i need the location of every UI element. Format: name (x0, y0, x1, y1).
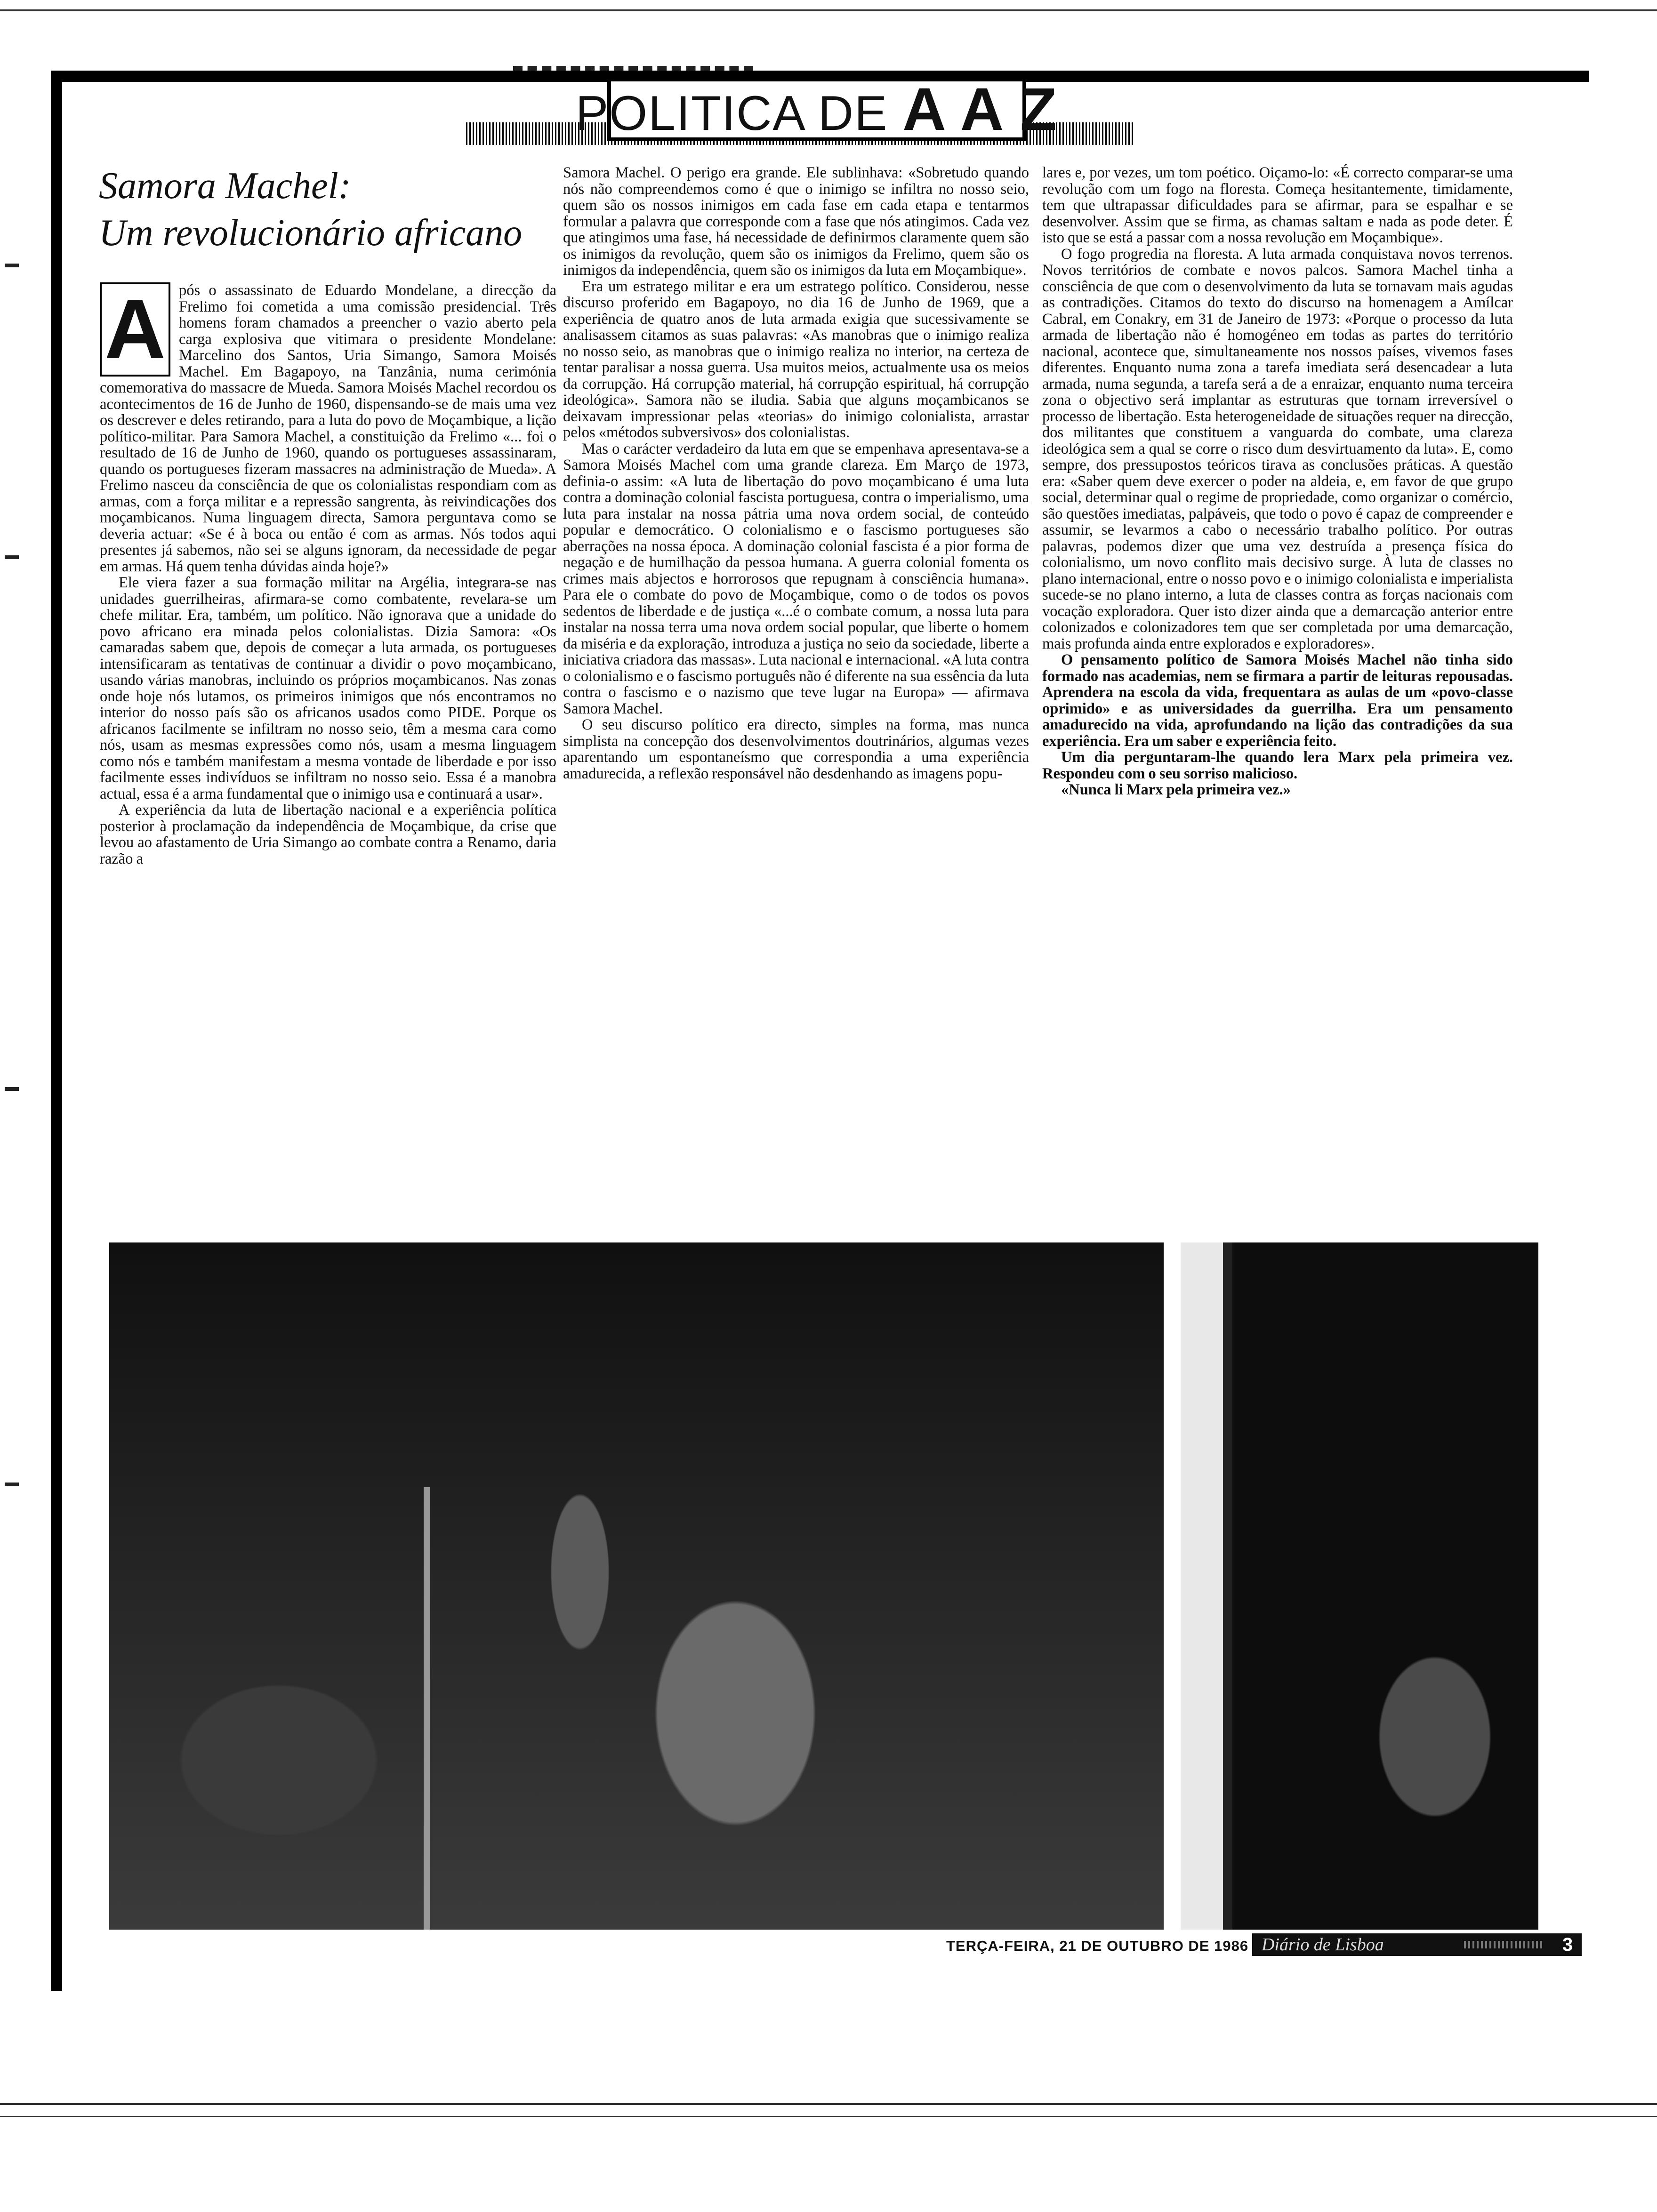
footer-masthead: Diário de Lisboa (1262, 1935, 1384, 1955)
paragraph: Mas o carácter verdadeiro da luta em que se empenhava apresentava-se a Samora Moisés Machel com uma grande clareza. Em Março de 1973, definia-o assim: «A luta de libertação do povo moçambicano é uma luta contra a dominação colonial fascista portuguesa, contra o imperialismo, uma luta para instalar na nossa pátria uma nova ordem social, de conteúdo popular e democrático. O colonialismo e o fascismo portugueses são aberrações na nossa época. A dominação colonial fascista é a pior forma de negação e de humilhação da pessoa humana. A guerra colonial fomenta os crimes mais abjectos e horrorosos que repugnam à consciência humana». Para ele o combate do povo de Moçambique, como o de todos os povos sedentos de liberdade e de justiça «...é o combate comum, a nossa luta para instalar na nossa terra uma nova ordem social popular, que liberte o homem da miséria e da exploração, introduza a justiça no seio da sociedade, liberte a iniciativa criadora das massas». Luta nacional e internacional. «A luta contra o colonialismo e o fascismo português não é diferente na sua essência da luta contra o fascismo e o nazismo que teve lugar na Europa» — afirmava Samora Machel. (563, 440, 1029, 717)
paragraph: O seu discurso político era directo, simples na forma, mas nunca simplista na concepção dos desenvolvimentos doutrinários, algumas vezes aparentando um espontaneísmo que correspondia a uma experiência amadurecida, a reflexão responsável não desdenhando as imagens popu- (563, 716, 1029, 782)
article-column-2 (563, 165, 1029, 782)
paragraph: Um dia perguntaram-lhe quando lera Marx pela primeira vez. Respondeu com o seu sorriso malicioso. (1042, 749, 1513, 782)
paragraph: O pensamento político de Samora Moisés Machel não tinha sido formado nas academias, nem se firmara a partir de leituras repousadas. Aprendera na escola da vida, frequentara as aulas de um «povo-classe oprimido» e as universidades da guerrilha. Era um pensamento amadurecido na vida, aprofundando na lição das contradições da sua experiência. Era um saber e experiência feito. (1042, 651, 1513, 750)
paragraph: lares e, por vezes, um tom poético. Oiçamo-lo: «É correcto comparar-se uma revolução com um fogo na floresta. Começa hesitantemente, timidamente, tem que ultrapassar dificuldades para se afirmar, para se espalhar e se desenvolver. Assim que se firma, as chamas saltam e nada as pode deter. É isto que se está a passar com a nossa revolução em Moçambique». (1042, 164, 1513, 246)
scan-dash-marks (513, 66, 753, 71)
article-title (99, 162, 570, 256)
left-margin-marks (0, 0, 28, 2212)
top-scan-rule (0, 9, 1657, 11)
paragraph: «Nunca li Marx pela primeira vez.» (1061, 781, 1291, 798)
paragraph: Ele viera fazer a sua formação militar na Argélia, integrara-se nas unidades guerrilheiras, afirmara-se como combatente, revelara-se um chefe militar. Era, também, um político. Não ignorava que a unidade do povo africano era minada pelos colonialistas. Dizia Samora: «Os camaradas sabem que, depois de começar a luta armada, os portugueses intensificaram as tentativas de continuar a dividir o povo moçambicano, usando várias manobras, incluindo os próprios moçambicanos. Nas zonas onde hoje nós lutamos, os primeiros inimigos que nós encontramos no interior do nosso país são os africanos usados como PIDE. Porque os africanos facilmente se infiltram no nosso seio, têm a mesma cara como nós, usam as mesmas expressões como nós, usam a mesma linguagem como nós e também manifestam a mesma vontade de liberdade e por isso facilmente esses indivíduos se infiltram no nosso seio. Essa é a manobra actual, essa é a arma fundamental que o inimigo usa e continuará a usar». (100, 574, 556, 802)
paragraph: Era um estratego militar e era um estratego político. Considerou, nesse discurso proferido em Bagapoyo, no dia 16 de Junho de 1969, que a experiência de quatro anos de luta armada exigia que sucessivamente se analisassem citamos as suas palavras: «As manobras que o inimigo realiza no nosso seio, as manobras que o inimigo realiza no interior, na certeza de tentar paralisar a nossa guerra. Usa muitos meios, actualmente usa os meios da corrupção. Há corrupção material, há corrupção espiritual, há corrupção ideológica». Samora não se iludia. Sabia que alguns moçambicanos se deixavam impressionar pelas «teorias» do inimigo colonialista, arrastar pelos «métodos subversivos» dos colonialistas. (563, 278, 1029, 441)
article-title-line2: Um revolucionário africano (99, 212, 523, 254)
footer-dots (1464, 1941, 1544, 1948)
bottom-scan-rule-thin (0, 2116, 1657, 2117)
drop-cap: A (100, 282, 170, 377)
paragraph: Samora Machel. O perigo era grande. Ele sublinhava: «Sobretudo quando nós não compreendemos como é que o inimigo se infiltra no nosso seio, quem são os nossos inimigos em cada fase em cada etapa e tentarmos formular a palavra que corresponde com a fase que nós atingimos. Cada vez que atingimos uma fase, há necessidade de definirmos claramente quem são os inimigos da revolução, quem são os inimigos da Frelimo, quem são os inimigos da independência, quem são os inimigos da luta em Moçambique». (563, 164, 1029, 279)
paragraph: A experiência da luta de libertação nacional e a experiência política posterior à proclamação da independência de Moçambique, da crise que levou ao afastamento de Uria Simango ao combate contra a Renamo, daria razão a (100, 801, 556, 867)
photo-guard (1181, 1242, 1538, 1930)
article-title-line1: Samora Machel: (99, 165, 351, 207)
paragraph: pós o assassinato de Eduardo Mondelane, a direcção da Frelimo foi cometida a uma comissão presidencial. Três homens foram chamados a preencher o vazio aberto pela carga explosiva que vitimara o presidente Mondelane: Marcelino dos Santos, Uria Simango, Samora Moisés Machel. Em Bagapoyo, na Tanzânia, numa cerimónia comemorativa do massacre de Mueda. Samora Moisés Machel recordou os acontecimentos de 16 de Junho de 1960, dispensando-se de mais uma vez os descrever e deles retirando, para a luta do povo de Moçambique, a lição político-militar. Para Samora Machel, a constituição da Frelimo «... foi o resultado de 16 de Junho de 1960, quando os portugueses assassinaram, quando os portugueses fizeram massacres na administração de Mueda». A Frelimo nasceu da consciência de que os colonialistas respondiam com as armas, com a força militar e a repressão sangrenta, às reivindicações dos moçambicanos. Numa linguagem directa, Samora perguntava como se deveria actuar: «Se é à boca ou então é com as armas. Nós todos aqui presentes já sabemos, não sei se alguns ignoram, da necessidade de pegar em armas. Há quem tenha dúvidas ainda hoje?» (100, 282, 556, 575)
section-header-text: POLITICA DE A A Z (575, 76, 1058, 143)
section-header (575, 76, 1058, 143)
page-number: 3 (1562, 1934, 1573, 1955)
footer-date: TERÇA-FEIRA, 21 DE OUTUBRO DE 1986 (946, 1938, 1249, 1954)
article-column-3 (1042, 165, 1513, 798)
microphone-stand (424, 1487, 430, 1930)
photo-gutter (1164, 1242, 1181, 1930)
paragraph: O fogo progredia na floresta. A luta armada conquistava novos terrenos. Novos territórios de combate e novos palcos. Samora Machel tinha a consciência de que com o desenvolvimento da luta se tornavam mais agudas as contradições. Citamos do texto do discurso na homenagem a Amílcar Cabral, em Conakry, em 31 de Janeiro de 1973: «Porque o processo da luta armada de libertação não é homogéneo em todas as partes do território nacional, acontece que, simultaneamente nos nossos países, vivemos fases diferentes. Enquanto numa zona a tarefa imediata será desencadear a luta armada, numa segunda, a tarefa será a de a enraizar, enquanto numa terceira zona o objectivo será implantar as estruturas que tornam irreversível o processo de libertação. Esta heterogeneidade de situações requer na direcção, dos militantes que constituem a vanguarda do combate, uma clareza ideológica sem a qual se corre o risco dum desvirtuamento da luta». E, como sempre, dos pressupostos teóricos tirava as conclusões práticas. A questão era: «Saber quem deve exercer o poder na aldeia, e, em favor de que grupo social, determinar qual o regime de propriedade, como organizar o comércio, são questões imediatas, palpáveis, que todo o povo é capaz de compreender e assumir, se levarmos a cabo o necessário trabalho político. Por outras palavras, podemos dizer que uma vez destruída a presença física do colonialismo, um novo conflito mais decisivo surge. À luta de classes no plano internacional, entre o nosso povo e o inimigo colonialista e imperialista sucede-se no plano interno, a luta de classes contra as forças nacionais com vocação exploradora. Quer isto dizer ainda que a demarcação anterior entre colonizados e colonizadores tem que ser completada por uma demarcação, mais profunda ainda entre explorados e exploradores». (1042, 245, 1513, 652)
section-header-highlight: A A Z (902, 76, 1058, 143)
bottom-scan-rule (0, 2103, 1657, 2105)
article-column-1 (100, 282, 556, 867)
photo-samora-speaking (109, 1242, 1164, 1930)
